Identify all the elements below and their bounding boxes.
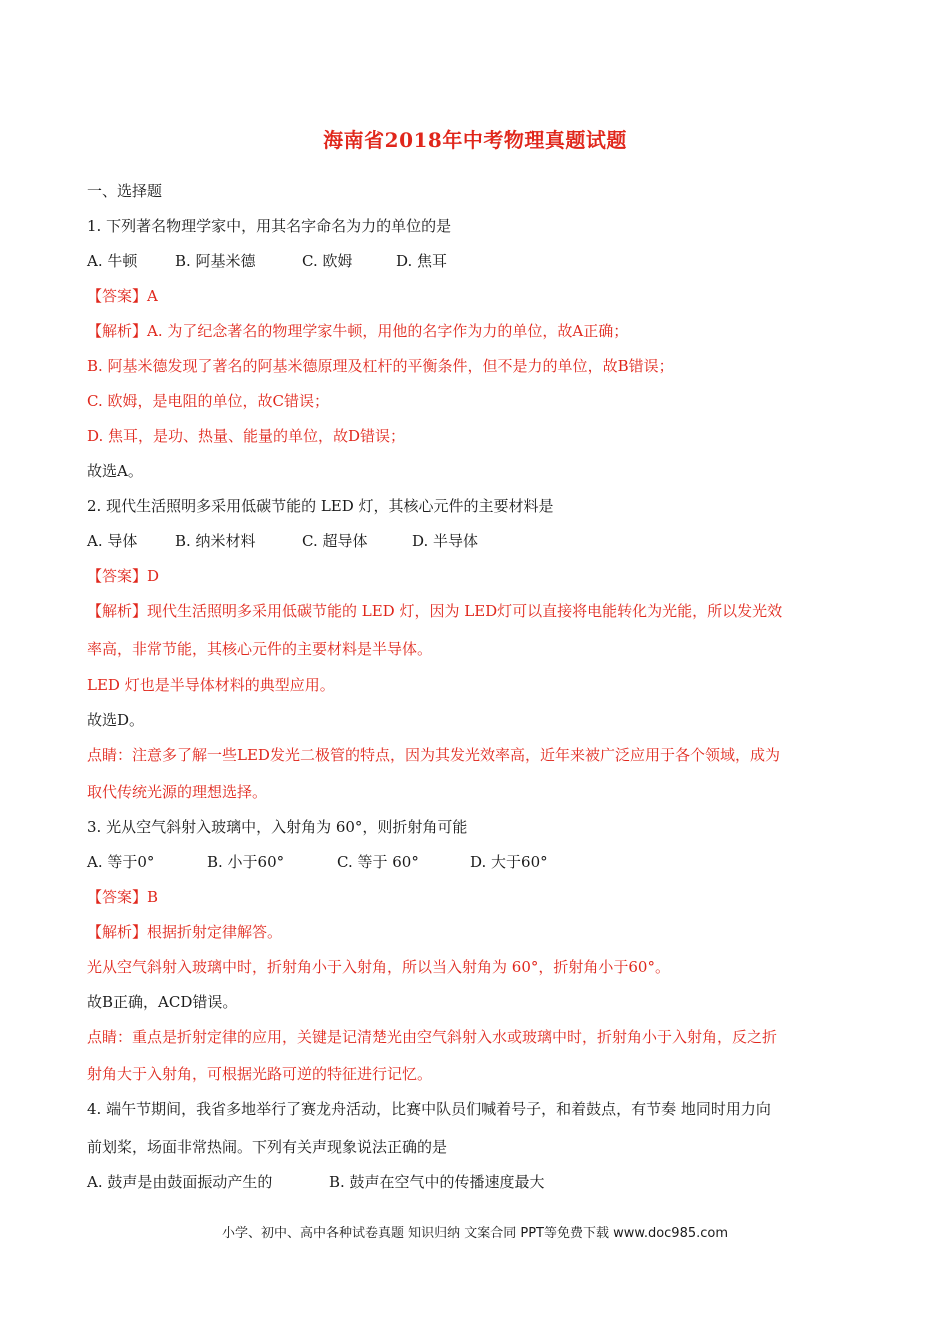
question-2-tip-line: 点睛：注意多了解一些LED发光二极管的特点，因为其发光效率高，近年来被广泛应用于各个领域，成为: [87, 746, 780, 764]
question-1-analysis-line: D. 焦耳，是功、热量、能量的单位，故D错误；: [87, 427, 406, 445]
question-3-tip-line: 射角大于入射角，可根据光路可逆的特征进行记忆。: [87, 1065, 433, 1083]
question-2-conclusion: 故选D。: [87, 711, 145, 729]
option-a: A. 牛顿: [87, 252, 138, 270]
option-c: C. 欧姆: [302, 252, 353, 270]
question-4-stem-line: 前划桨，场面非常热闹。下列有关声现象说法正确的是: [87, 1138, 448, 1156]
question-2-options: [87, 531, 478, 551]
question-2-tip-line: 取代传统光源的理想选择。: [87, 783, 268, 801]
option-b: B. 纳米材料: [175, 532, 256, 550]
option-b: B. 阿基米德: [175, 252, 256, 270]
question-1-analysis-line: C. 欧姆，是电阻的单位，故C错误；: [87, 392, 329, 410]
question-1-answer: 【答案】A: [87, 287, 158, 305]
section-heading: 一、选择题: [87, 182, 163, 200]
document-title: 海南省2018年中考物理真题试题: [323, 128, 627, 152]
question-3-conclusion: 故B正确，ACD错误。: [87, 993, 238, 1011]
question-4-options: [87, 1172, 545, 1192]
question-2-analysis-line: 率高，非常节能，其核心元件的主要材料是半导体。: [87, 640, 433, 658]
question-1-stem: 1. 下列著名物理学家中，用其名字命名为力的单位的是: [87, 217, 452, 235]
question-3-tip-line: 点睛：重点是折射定律的应用，关键是记清楚光由空气斜射入水或玻璃中时，折射角小于入射角，反之折: [87, 1028, 778, 1046]
option-a: A. 鼓声是由鼓面振动产生的: [87, 1173, 273, 1191]
question-2-answer: 【答案】D: [87, 567, 160, 585]
option-c: C. 等于 60°: [337, 853, 419, 871]
option-b: B. 小于60°: [207, 853, 285, 871]
question-1-analysis-line: 【解析】A. 为了纪念著名的物理学家牛顿，用他的名字作为力的单位，故A正确；: [87, 322, 629, 340]
question-2-analysis-line: 【解析】现代生活照明多采用低碳节能的 LED 灯，因为 LED灯可以直接将电能转化为光能，所以发光效: [87, 602, 783, 620]
question-3-answer: 【答案】B: [87, 888, 159, 906]
question-2-stem: 2. 现代生活照明多采用低碳节能的 LED 灯，其核心元件的主要材料是: [87, 497, 554, 515]
option-a: A. 导体: [87, 532, 138, 550]
question-4-stem-line: 4. 端午节期间，我省多地举行了赛龙舟活动，比赛中队员们喊着号子，和着鼓点，有节奏 地同时用力向: [87, 1100, 771, 1118]
page-footer: 小学、初中、高中各种试卷真题 知识归纳 文案合同 PPT等免费下载 www.doc985.com: [221, 1226, 729, 1241]
option-b: B. 鼓声在空气中的传播速度最大: [329, 1173, 545, 1191]
question-1-options: [87, 251, 447, 271]
question-3-analysis-line: 光从空气斜射入玻璃中时，折射角小于入射角，所以当入射角为 60°，折射角小于60°。: [87, 958, 670, 976]
option-d: D. 焦耳: [396, 252, 448, 270]
option-a: A. 等于0°: [87, 853, 155, 871]
question-2-extra: LED 灯也是半导体材料的典型应用。: [87, 676, 335, 694]
question-3-stem: 3. 光从空气斜射入玻璃中，入射角为 60°，则折射角可能: [87, 818, 468, 836]
option-c: C. 超导体: [302, 532, 368, 550]
question-3-analysis-line: 【解析】根据折射定律解答。: [87, 923, 283, 941]
question-1-conclusion: 故选A。: [87, 462, 143, 480]
question-1-analysis-line: B. 阿基米德发现了著名的阿基米德原理及杠杆的平衡条件，但不是力的单位，故B错误；: [87, 357, 674, 375]
option-d: D. 大于60°: [470, 853, 548, 871]
option-d: D. 半导体: [412, 532, 479, 550]
question-3-options: [87, 852, 548, 872]
